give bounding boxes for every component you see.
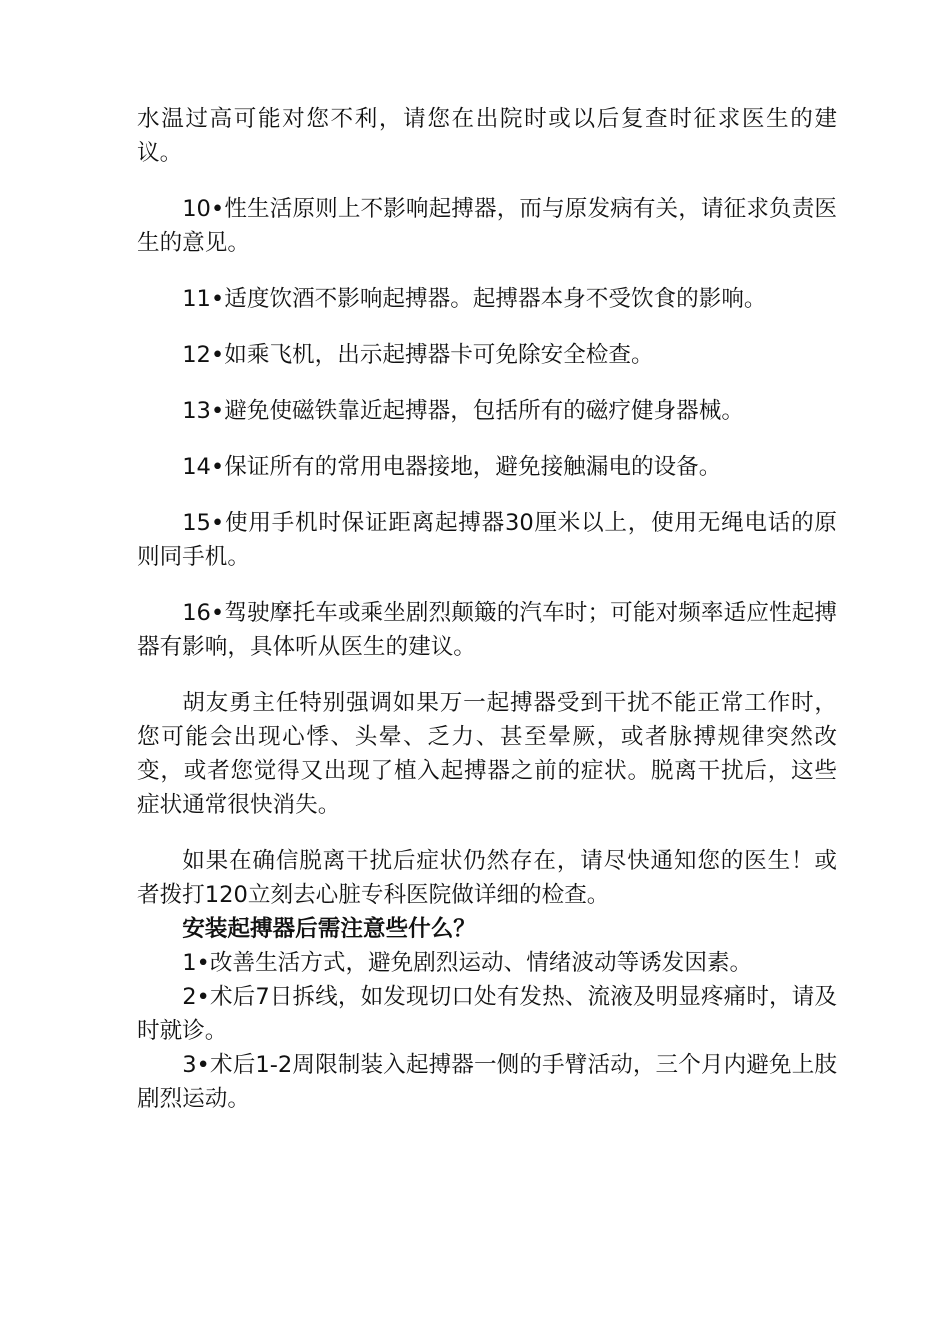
paragraph-item-10: 10•性生活原则上不影响起搏器，而与原发病有关，请征求负责医生的意见。 bbox=[137, 196, 837, 256]
paragraph-contact-doctor: 如果在确信脱离干扰后症状仍然存在，请尽快通知您的医生！或者拨打120立刻去心脏专科医院做详细的检查。 bbox=[137, 848, 837, 908]
paragraph-item-16: 16•驾驶摩托车或乘坐剧烈颠簸的汽车时；可能对频率适应性起搏器有影响，具体听从医生的建议。 bbox=[137, 600, 837, 660]
section-heading: 安装起搏器后需注意些什么？ bbox=[182, 916, 476, 942]
section-item-1: 1•改善生活方式，避免剧烈运动、情绪波动等诱发因素。 bbox=[182, 950, 753, 976]
section-item-2: 2•术后7日拆线，如发现切口处有发热、流液及明显疼痛时，请及时就诊。 bbox=[137, 984, 837, 1044]
paragraph-interference-symptoms: 胡友勇主任特别强调如果万一起搏器受到干扰不能正常工作时，您可能会出现心悸、头晕、乏力、甚至晕厥，或者脉搏规律突然改变，或者您觉得又出现了植入起搏器之前的症状。脱离干扰后，这些症状通常很快消失。 bbox=[137, 690, 837, 818]
paragraph-item-15: 15•使用手机时保证距离起搏器30厘米以上，使用无绳电话的原则同手机。 bbox=[137, 510, 837, 570]
section-item-3: 3•术后1-2周限制装入起搏器一侧的手臂活动，三个月内避免上肢剧烈运动。 bbox=[137, 1052, 837, 1112]
paragraph-water-temperature: 水温过高可能对您不利，请您在出院时或以后复查时征求医生的建议。 bbox=[137, 106, 837, 166]
paragraph-item-11: 11•适度饮酒不影响起搏器。起搏器本身不受饮食的影响。 bbox=[182, 286, 767, 312]
paragraph-item-14: 14•保证所有的常用电器接地，避免接触漏电的设备。 bbox=[182, 454, 722, 480]
document-page bbox=[137, 102, 837, 1116]
paragraph-item-13: 13•避免使磁铁靠近起搏器，包括所有的磁疗健身器械。 bbox=[182, 398, 744, 424]
paragraph-item-12: 12•如乘飞机，出示起搏器卡可免除安全检查。 bbox=[182, 342, 654, 368]
